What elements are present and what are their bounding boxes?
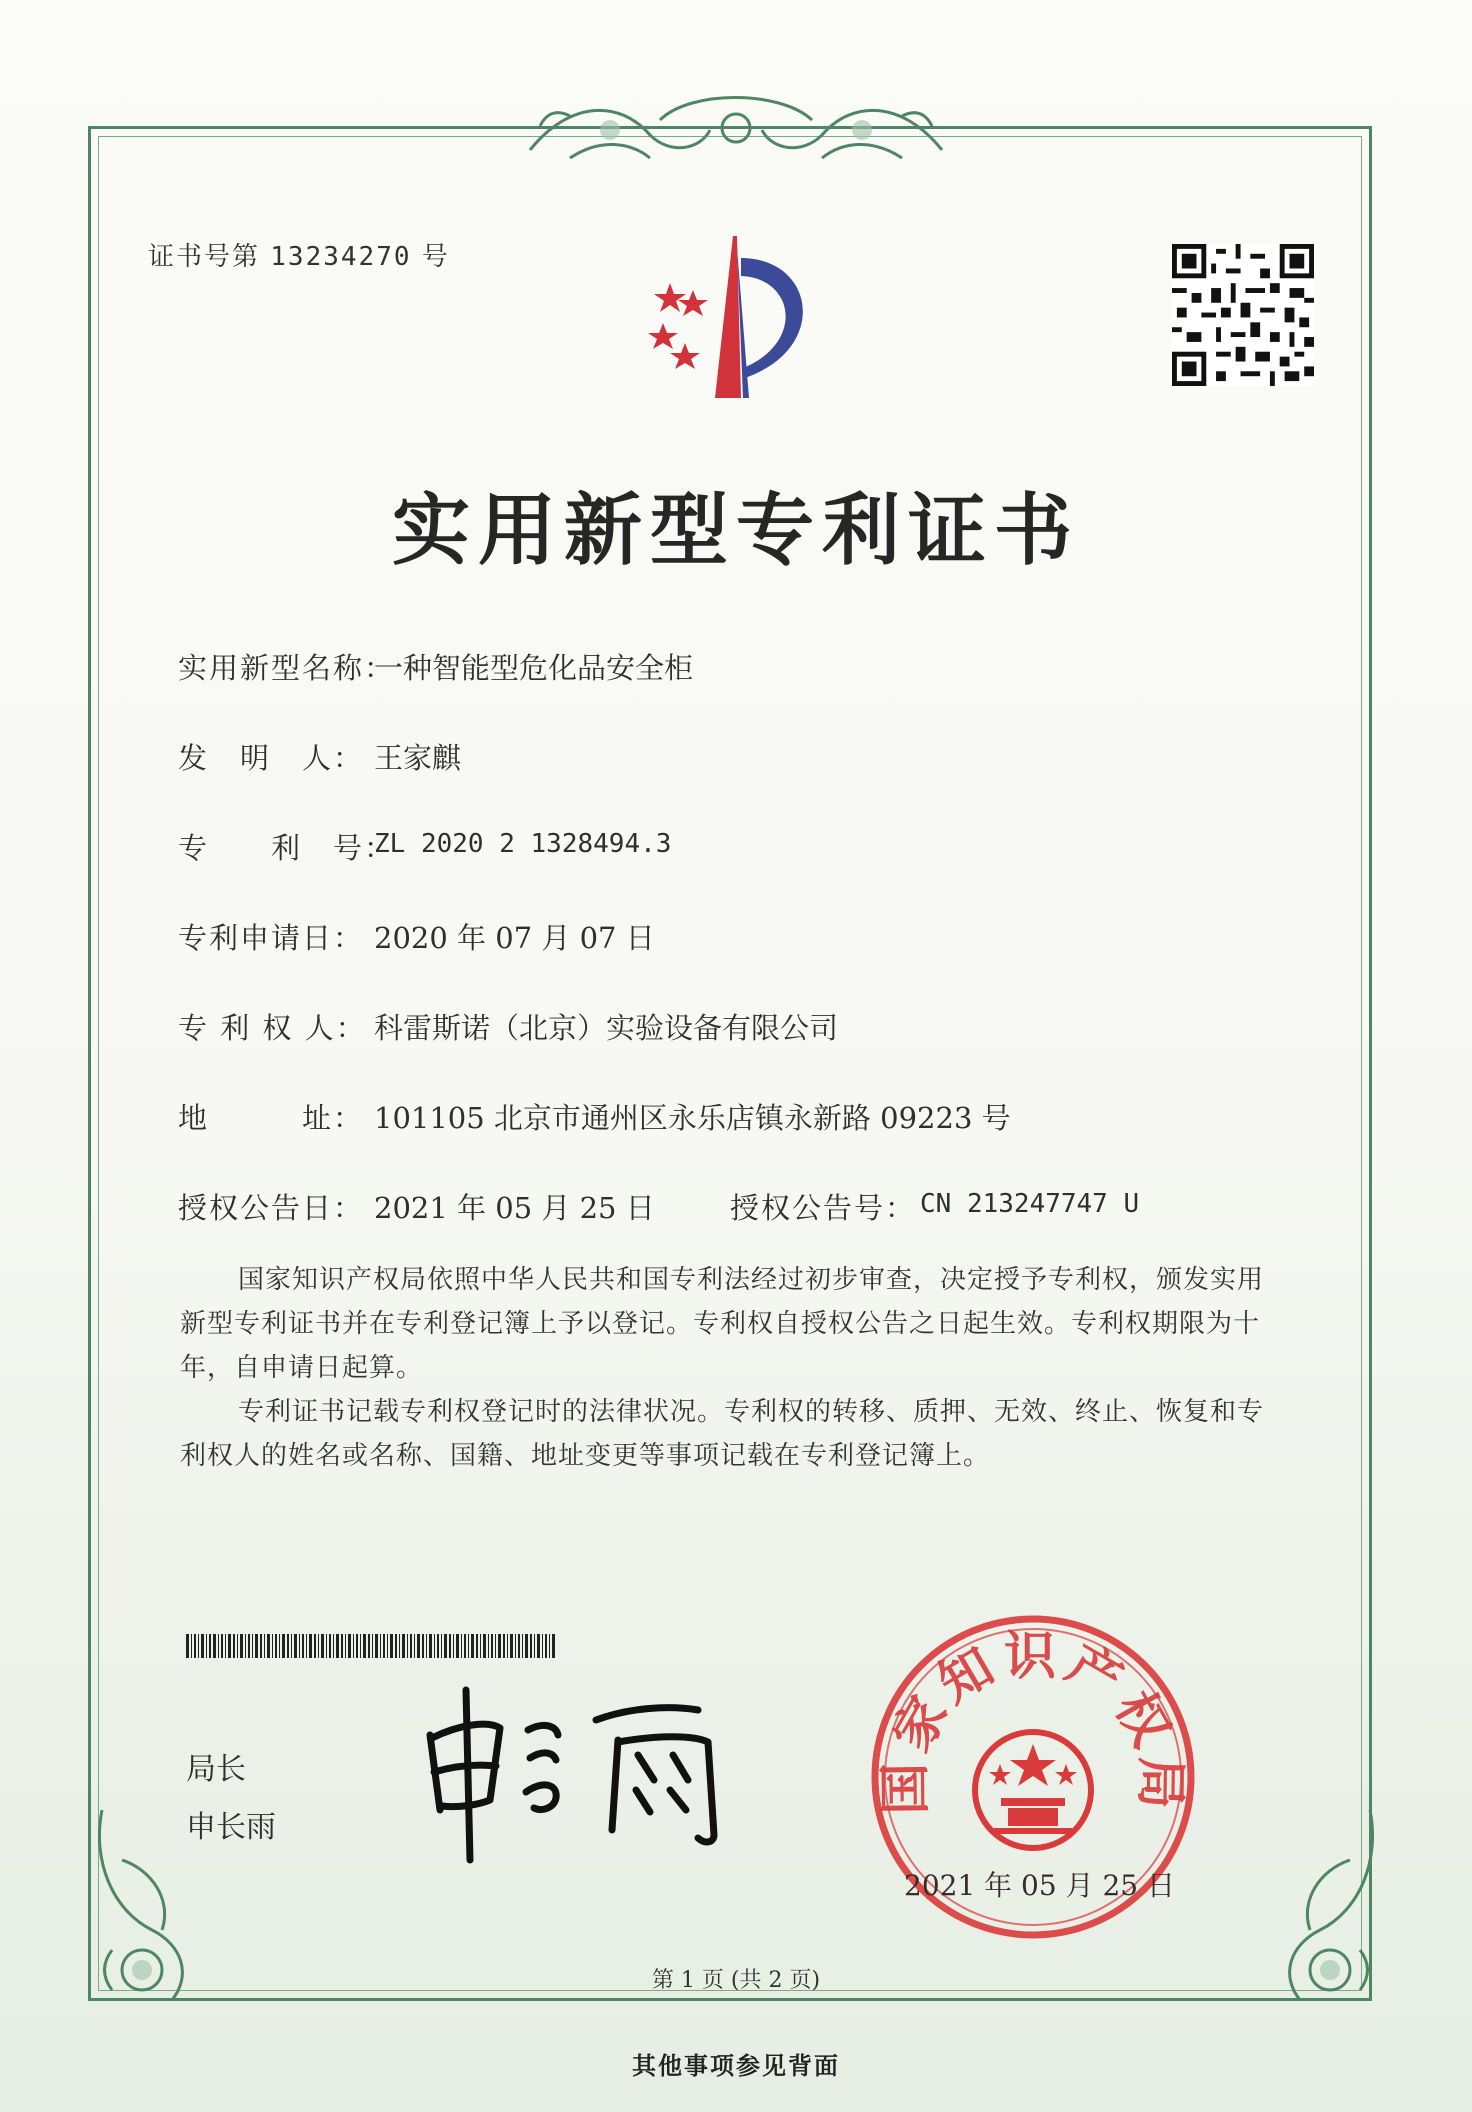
barcode [186, 1634, 558, 1658]
grant-announcement-number-label: 授权公告号： [730, 1191, 917, 1225]
grant-announcement-date-value: 2021 年 05 月 25 日 [374, 1191, 655, 1225]
grant-announcement-number-value: CN 213247747 U [920, 1189, 1140, 1219]
page-indicator: 第 1 页 (共 2 页) [651, 1968, 821, 1993]
certificate-paragraph-2: 专利证书记载专利权登记时的法律状况。专利权的转移、质押、无效、终止、恢复和专利权人的姓名或名称、国籍、地址变更等事项记载在专利登记簿上。 [180, 1397, 1265, 1471]
handwritten-signature [418, 1680, 748, 1870]
patentee-value: 科雷斯诺（北京）实验设备有限公司 [374, 1011, 839, 1045]
inventor-value: 王家麒 [374, 741, 462, 775]
utility-model-name-label: 实用新型名称： [178, 651, 396, 685]
certificate-number: 13234270 [270, 242, 412, 272]
filing-date-label: 专利申请日： [178, 921, 365, 955]
certificate-number-label: 证书号第 [148, 242, 261, 272]
patent-number-value: ZL 2020 2 1328494.3 [374, 829, 672, 859]
certificate-number-suffix: 号 [421, 242, 450, 272]
patent-office-logo [615, 228, 855, 418]
qr-code [1172, 244, 1314, 386]
official-name: 申长雨 [186, 1810, 276, 1845]
certificate-paragraph-1: 国家知识产权局依照中华人民共和国专利法经过初步审查，决定授予专利权，颁发实用新型专利证书并在专利登记簿上予以登记。专利权自授权公告之日起生效。专利权期限为十年，自申请日起算。 [180, 1265, 1265, 1383]
certificate-title: 实用新型专利证书 [391, 485, 1080, 576]
seal-date: 2021 年 05 月 25 日 [904, 1869, 1176, 1902]
svg-text:国家知识产权局: 国家知识产权局 [875, 1627, 1191, 1816]
address-value: 101105 北京市通州区永乐店镇永新路 09223 号 [374, 1101, 1011, 1135]
grant-announcement-date-label: 授权公告日： [178, 1191, 365, 1225]
patentee-label: 专 利 权 人： [178, 1011, 367, 1045]
inventor-label: 发 明 人： [178, 741, 365, 775]
official-role: 局长 [186, 1752, 246, 1787]
certificate-number-line [148, 236, 450, 273]
top-ornament [510, 80, 962, 172]
utility-model-name-value: 一种智能型危化品安全柜 [374, 651, 694, 685]
filing-date-value: 2020 年 07 月 07 日 [374, 921, 655, 955]
back-note: 其他事项参见背面 [632, 2051, 840, 2080]
patent-number-label: 专 利 号： [178, 831, 396, 865]
address-label: 地 址： [178, 1101, 365, 1135]
